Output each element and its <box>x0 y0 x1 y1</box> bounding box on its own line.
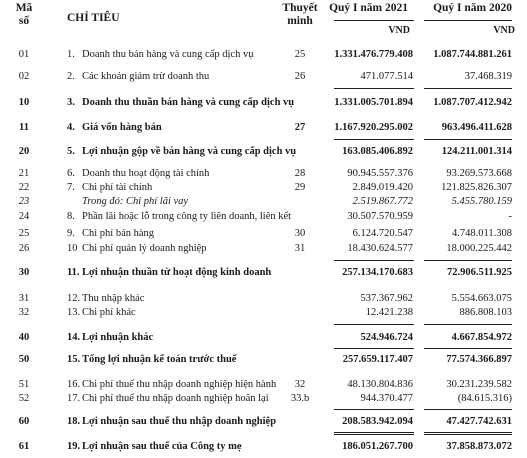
row-label: Lợi nhuận sau thuế của Công ty mẹ <box>82 441 242 452</box>
table-row <box>0 331 527 345</box>
value-2021: 12.421.238 <box>365 307 413 318</box>
row-number: 11. <box>67 267 80 278</box>
row-code: 40 <box>18 332 30 343</box>
row-code: 01 <box>18 49 30 60</box>
row-number: 4. <box>67 122 75 133</box>
row-label: Tổng lợi nhuận kế toán trước thuế <box>82 354 237 365</box>
value-2020: 5.554.663.075 <box>451 293 512 304</box>
row-label: Giá vốn hàng bán <box>82 122 162 133</box>
value-2021: 257.134.170.683 <box>342 267 413 278</box>
value-2021: 1.167.920.295.002 <box>334 122 413 133</box>
row-label: Chi phí bán hàng <box>82 228 155 239</box>
row-label: Chi phí thuế thu nhập doanh nghiệp hoãn lại <box>82 393 269 404</box>
table-row <box>0 440 527 454</box>
table-row <box>0 121 527 135</box>
subtotal-line <box>334 260 414 261</box>
row-number: 9. <box>67 228 75 239</box>
value-2021: 471.077.514 <box>360 71 413 82</box>
row-note: 26 <box>294 71 306 82</box>
value-2021: 2.519.867.772 <box>352 196 413 207</box>
subtotal-line <box>334 324 414 325</box>
row-note: 32 <box>294 379 306 390</box>
row-label: Lợi nhuận sau thuế thu nhập doanh nghiệp <box>82 416 277 427</box>
table-row <box>0 167 527 181</box>
row-code: 26 <box>18 243 30 254</box>
value-2021: 6.124.720.547 <box>352 228 413 239</box>
table-row <box>0 292 527 306</box>
unit-label: VND <box>493 25 515 36</box>
table-row <box>0 392 527 406</box>
table-row <box>0 145 527 159</box>
row-number: 7. <box>67 182 75 193</box>
row-label: Các khoản giảm trừ doanh thu <box>82 71 210 82</box>
total-double-line <box>424 434 512 435</box>
row-code: 50 <box>18 354 30 365</box>
row-label: Lợi nhuận gộp về bán hàng và cung cấp dịch vụ <box>82 146 297 157</box>
table-row <box>0 210 527 224</box>
row-note: 25 <box>294 49 306 60</box>
row-note: 33.b <box>290 393 310 404</box>
value-2020: 93.269.573.668 <box>446 168 512 179</box>
total-double-line <box>334 434 414 435</box>
value-2020: 5.455.780.159 <box>451 196 512 207</box>
row-label: Doanh thu thuần bán hàng và cung cấp dịch vụ <box>82 97 295 108</box>
row-number: 19. <box>67 441 81 452</box>
value-2020: 4.667.854.972 <box>451 332 512 343</box>
value-2021: 90.945.557.376 <box>347 168 413 179</box>
value-2021: 537.367.962 <box>360 293 413 304</box>
row-label: Doanh thu hoạt động tài chính <box>82 168 210 179</box>
row-note: 29 <box>294 182 306 193</box>
subtotal-line <box>424 348 512 349</box>
row-note: 27 <box>294 122 306 133</box>
value-2021: 257.659.117.407 <box>342 354 413 365</box>
row-code: 20 <box>18 146 30 157</box>
header-divider <box>424 20 512 21</box>
value-2020: 18.000.225.442 <box>446 243 512 254</box>
value-2021: 186.051.267.700 <box>342 441 413 452</box>
value-2020: 1.087.707.412.942 <box>433 97 512 108</box>
value-2021: 1.331.476.779.408 <box>334 49 413 60</box>
row-number: 8. <box>67 211 75 222</box>
row-code: 23 <box>18 196 30 207</box>
value-2020: (84.615.316) <box>457 393 512 404</box>
row-number: 14. <box>67 332 81 343</box>
row-code: 51 <box>18 379 30 390</box>
value-2020: 77.574.366.897 <box>446 354 512 365</box>
row-number: 18. <box>67 416 81 427</box>
value-2021: 208.583.942.094 <box>342 416 413 427</box>
value-2021: 2.849.019.420 <box>352 182 413 193</box>
table-row <box>0 181 527 195</box>
value-2021: 48.130.804.836 <box>347 379 413 390</box>
q1-2020-column-header: Quý I năm 2020 <box>433 2 512 14</box>
subtotal-line <box>334 409 414 410</box>
value-2020: 72.906.511.925 <box>446 267 512 278</box>
value-2020: 1.087.744.881.261 <box>433 49 512 60</box>
row-label: Trong đó: Chi phí lãi vay <box>82 196 189 207</box>
value-2021: 944.370.477 <box>360 393 413 404</box>
subtotal-line <box>424 260 512 261</box>
row-code: 32 <box>18 307 30 318</box>
value-2020: 121.825.826.307 <box>441 182 512 193</box>
row-note: 31 <box>294 243 306 254</box>
row-label: Phần lãi hoặc lỗ trong công ty liên doanh, liên kết <box>82 211 292 222</box>
table-row <box>0 242 527 256</box>
row-code: 10 <box>18 97 30 108</box>
row-code: 25 <box>18 228 30 239</box>
value-2021: 18.430.624.577 <box>347 243 413 254</box>
row-number: 1. <box>67 49 75 60</box>
value-2020: 30.231.239.582 <box>446 379 512 390</box>
subtotal-line <box>334 348 414 349</box>
subtotal-line <box>334 139 414 140</box>
table-row <box>0 96 527 110</box>
row-label: Chi phí quản lý doanh nghiệp <box>82 243 207 254</box>
value-2020: 886.808.103 <box>459 307 512 318</box>
row-number: 17. <box>67 393 81 404</box>
value-2020: 963.496.411.628 <box>441 122 512 133</box>
subtotal-line <box>424 139 512 140</box>
table-row <box>0 266 527 280</box>
value-2020: 4.748.011.308 <box>452 228 512 239</box>
value-2020: 37.858.873.072 <box>446 441 512 452</box>
row-code: 60 <box>18 416 30 427</box>
row-label: Lợi nhuận thuần từ hoạt động kinh doanh <box>82 267 272 278</box>
row-label: Chi phí khác <box>82 307 136 318</box>
row-code: 61 <box>18 441 30 452</box>
row-number: 15. <box>67 354 81 365</box>
note-column-header: Thuyết minh <box>282 2 318 27</box>
table-row <box>0 306 527 320</box>
row-code: 24 <box>18 211 30 222</box>
total-double-line <box>334 432 414 433</box>
total-double-line <box>424 432 512 433</box>
row-note: 28 <box>294 168 306 179</box>
subtotal-line <box>424 409 512 410</box>
value-2021: 524.946.724 <box>360 332 413 343</box>
q1-2021-column-header: Quý I năm 2021 <box>329 2 408 14</box>
row-label: Chi phí tài chính <box>82 182 153 193</box>
row-label: Thu nhập khác <box>82 293 145 304</box>
value-2020: - <box>508 211 512 222</box>
value-2021: 163.085.406.892 <box>342 146 413 157</box>
row-code: 22 <box>18 182 30 193</box>
value-2020: 47.427.742.631 <box>446 416 512 427</box>
subtotal-line <box>424 88 512 89</box>
value-2020: 124.211.001.314 <box>441 146 512 157</box>
row-number: 2. <box>67 71 75 82</box>
row-note: 30 <box>294 228 306 239</box>
table-row <box>0 195 527 209</box>
row-number: 3. <box>67 97 75 108</box>
row-label: Lợi nhuận khác <box>82 332 154 343</box>
table-row <box>0 415 527 429</box>
row-number: 6. <box>67 168 75 179</box>
row-label: Chi phí thuế thu nhập doanh nghiệp hiện hành <box>82 379 277 390</box>
row-number: 5. <box>67 146 75 157</box>
row-number: 16. <box>67 379 81 390</box>
row-number: 13. <box>67 307 81 318</box>
code-column-header: Mã số <box>15 2 33 27</box>
value-2020: 37.468.319 <box>464 71 512 82</box>
table-row <box>0 353 527 367</box>
subtotal-line <box>334 88 414 89</box>
table-row <box>0 48 527 62</box>
row-label: Doanh thu bán hàng và cung cấp dịch vụ <box>82 49 254 60</box>
header-divider <box>334 20 414 21</box>
row-number: 12. <box>67 293 81 304</box>
row-code: 21 <box>18 168 30 179</box>
table-row <box>0 227 527 241</box>
value-2021: 30.507.570.959 <box>347 211 413 222</box>
item-column-header: CHỈ TIÊU <box>67 12 120 24</box>
value-2021: 1.331.005.701.894 <box>334 97 413 108</box>
row-number: 10 <box>67 243 78 254</box>
table-row <box>0 378 527 392</box>
row-code: 52 <box>18 393 30 404</box>
row-code: 02 <box>18 71 30 82</box>
row-code: 31 <box>18 293 30 304</box>
row-code: 11 <box>19 122 29 133</box>
row-code: 30 <box>18 267 30 278</box>
table-row <box>0 70 527 84</box>
subtotal-line <box>424 324 512 325</box>
unit-label: VND <box>388 25 410 36</box>
